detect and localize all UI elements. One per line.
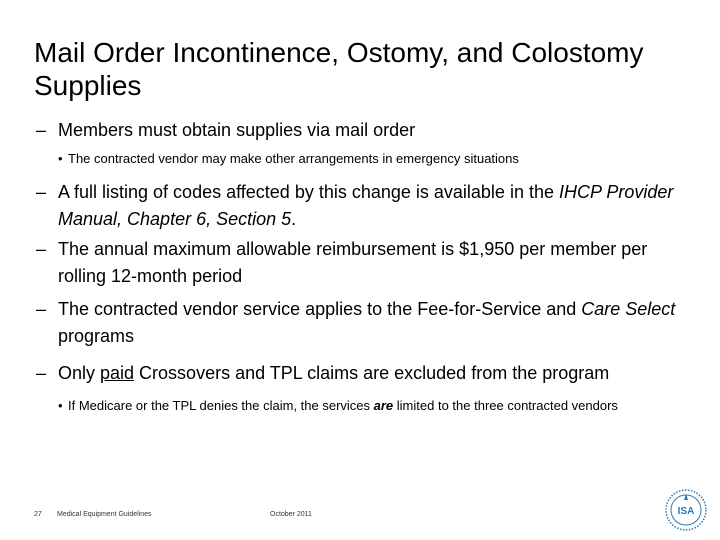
sub-bullet-text: The contracted vendor may make other arrangements in emergency situations <box>68 151 519 166</box>
text-part: limited to the three contracted vendors <box>393 398 618 413</box>
bullet-vendor-programs <box>36 296 686 350</box>
text-part: Only <box>58 363 101 383</box>
logo-text: ISA <box>677 506 695 517</box>
program-name: Care Select <box>581 299 676 319</box>
manual-reference: IHCP Provider Manual, Chapter 6, Section 5 <box>58 182 674 229</box>
footer-date: October 2011 <box>270 511 312 518</box>
page-number: 27 <box>34 511 42 518</box>
text-part: The contracted vendor service applies to the Fee-for-Service and <box>58 299 582 319</box>
sub-bullet-emergency <box>58 149 658 169</box>
slide-title: Mail Order Incontinence, Ostomy, and Colostomy Supplies <box>34 37 644 101</box>
bullet-dot: • <box>58 398 63 413</box>
bullet-dot: • <box>58 151 63 166</box>
underlined-word: paid <box>100 363 135 383</box>
ihcp-logo-icon <box>664 488 708 532</box>
emphasized-word: are <box>373 398 394 413</box>
text-part: A full listing of codes affected by this change is available in the <box>58 182 559 202</box>
dash-marker: – <box>36 120 47 140</box>
text-part: If Medicare or the TPL denies the claim, the services <box>68 398 374 413</box>
dash-marker: – <box>36 182 47 202</box>
bullet-mail-order <box>36 117 686 144</box>
bullet-text: The annual maximum allowable reimbursement is $1,950 per member per rolling 12-month period <box>58 239 648 286</box>
sub-bullet-medicare-tpl <box>58 396 658 416</box>
bullet-text <box>58 296 686 350</box>
text-part: Crossovers and TPL claims are excluded from the program <box>134 363 610 383</box>
dash-marker: – <box>36 363 47 383</box>
bullet-text <box>58 360 686 387</box>
text-part: . <box>291 209 297 229</box>
dash-marker: – <box>36 239 47 259</box>
bullet-crossovers <box>36 360 686 387</box>
bullet-code-listing <box>36 179 686 233</box>
dash-marker: – <box>36 299 47 319</box>
sub-bullet-text <box>68 396 658 416</box>
text-part: programs <box>58 326 135 346</box>
bullet-annual-maximum <box>36 236 686 290</box>
footer-section: Medical Equipment Guidelines <box>57 511 152 518</box>
bullet-text <box>58 179 686 233</box>
bullet-text: Members must obtain supplies via mail order <box>58 120 416 140</box>
